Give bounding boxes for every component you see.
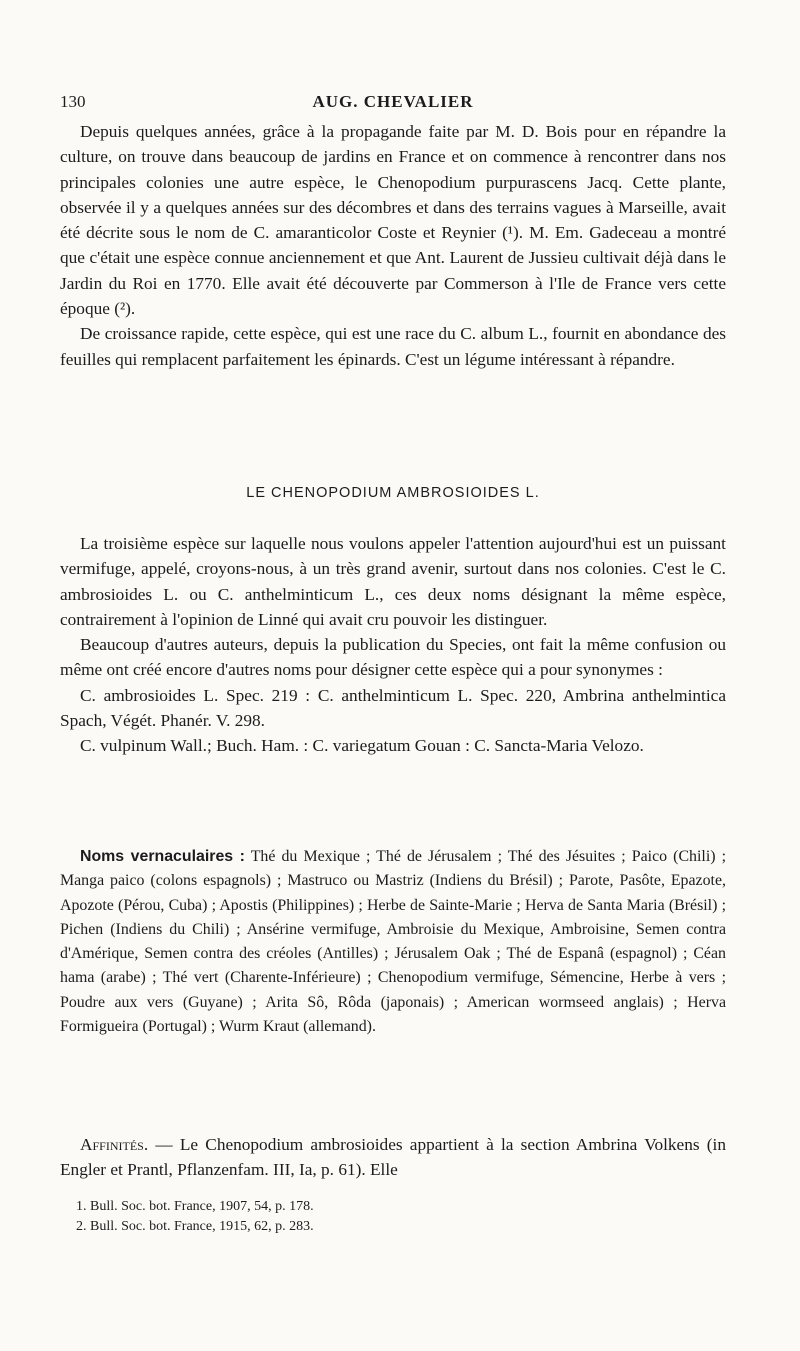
- synonym-line: C. vulpinum Wall.; Buch. Ham. : C. variegatum Gouan : C. Sancta-Maria Velozo.: [80, 736, 644, 756]
- section-heading: LE CHENOPODIUM AMBROSIOIDES L.: [246, 485, 540, 501]
- section-chenopodium-purpurascens: [60, 119, 726, 372]
- paragraph: De croissance rapide, cette espèce, qui est une race du C. album L., fournit en abondance des feuilles qui remplacent parfaitement les épinards. C'est un légume intéressant à répandre.: [60, 324, 726, 369]
- vernacular-text: Thé du Mexique ; Thé de Jérusalem ; Thé des Jésuites ; Paico (Chili) ; Manga paico (colons espagnols) ; Mastruco ou Mastriz (Indiens du Brésil) ; Parote, Pasôte, Epazote, Apozote (Pérou, Cuba) ; Apostis (Philippines) ; Herbe de Sainte-Marie ; Herva de Santa Maria (Brésil) ; Pichen (Indiens du Chili) ; Ansérine vermifuge, Ambroisie du Mexique, Ambroisine, Semen contra d'Amérique, Semen contra des créoles (Antilles) ; Jérusalem Oak ; Thé de Espanâ (espagnol) ; Céan hama (arabe) ; Thé vert (Charente-Inférieure) ; Chenopodium vermifuge, Sémencine, Herbe à vers ; Poudre aux vers (Guyane) ; Arita Sô, Rôda (japonais) ; American wormseed anglais) ; Herva Formigueira (Portugal) ; Wurm Kraut (allemand).: [60, 848, 727, 1036]
- paragraph: Depuis quelques années, grâce à la propagande faite par M. D. Bois pour en répandre la culture, on trouve dans beaucoup de jardins en France et on commence à rencontrer dans nos principales colonies une autre espèce, le Chenopodium purpurascens Jacq. Cette plante, observée il y a quelques années sur des décombres et dans des terrains vagues à Marseille, avait été décrite sous le nom de C. amaranticolor Coste et Reynier (¹). M. Em. Gadeceau a montré que c'était une espèce connue anciennement et que Ant. Laurent de Jussieu cultivait déjà dans le Jardin du Roi en 1770. Elle avait été découverte par Commerson à l'Ile de France vers cette époque (²).: [60, 122, 726, 319]
- affinities-text: — Le Chenopodium ambrosioides appartient à la section Ambrina Volkens (in Engler et Prantl, Pflanzenfam. III, Ia, p. 61). Elle: [60, 1135, 726, 1180]
- synonym-line: C. ambrosioides L. Spec. 219 : C. anthelminticum L. Spec. 220, Ambrina anthelmintica Spach, Végét. Phanér. V. 298.: [60, 685, 726, 731]
- running-title: AUG. CHEVALIER: [312, 92, 474, 111]
- section-chenopodium-ambrosioides: [60, 531, 726, 759]
- affinities-label: Affinités.: [80, 1135, 149, 1154]
- vernacular-label: Noms vernaculaires :: [80, 848, 245, 865]
- footnote: 1. Bull. Soc. bot. France, 1907, 54, p. 178.: [76, 1199, 314, 1214]
- footnotes: [76, 1197, 716, 1237]
- vernacular-names: [60, 845, 726, 1039]
- footnote: 2. Bull. Soc. bot. France, 1915, 62, p. 283.: [76, 1219, 314, 1234]
- paragraph: La troisième espèce sur laquelle nous voulons appeler l'attention aujourd'hui est un puissant vermifuge, appelé, croyons-nous, à un très grand avenir, surtout dans nos colonies. C'est le C. ambrosioides L. ou C. anthelminticum L., ces deux noms désignant la même espèce, contrairement à l'opinion de Linné qui avait cru pouvoir les distinguer.: [60, 534, 726, 629]
- page-number: 130: [60, 92, 86, 111]
- affinities-paragraph: [60, 1132, 726, 1183]
- paragraph: Beaucoup d'autres auteurs, depuis la publication du Species, ont fait la même confusion ou même ont créé encore d'autres noms pour désigner cette espèce qui a pour synonymes :: [60, 635, 726, 680]
